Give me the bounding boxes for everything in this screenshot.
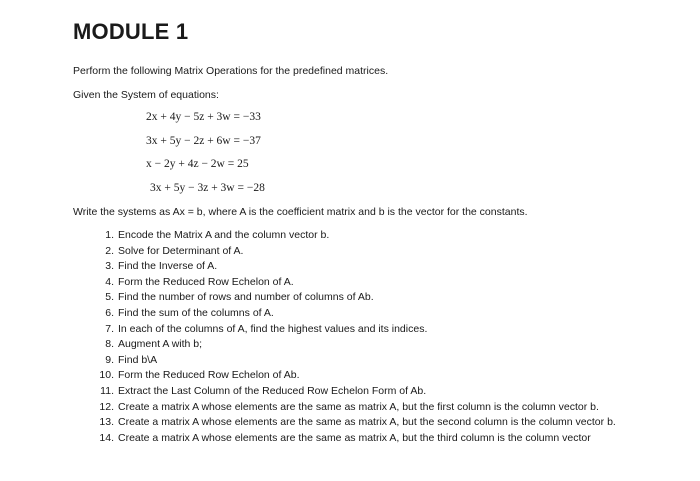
item-number: 1. [105,229,114,241]
item-text: In each of the columns of A, find the highest values and its indices. [118,322,428,335]
given-text: Given the System of equations: [73,89,219,101]
item-number: 9. [105,353,114,366]
list-item [96,306,616,322]
item-text: Form the Reduced Row Echelon of Ab. [118,369,300,382]
item-text: Solve for Determinant of A. [118,244,244,257]
list-item [96,353,616,369]
equation: x − 2y + 4z − 2w = 25 [146,158,249,171]
item-text: Create a matrix A whose elements are the same as matrix A, but the third column is the column vector [118,431,591,444]
item-number: 11. [100,384,114,397]
list-item [96,384,616,400]
list-item [96,337,616,353]
item-number: 6. [105,306,114,319]
list-item [96,400,616,416]
item-text: Form the Reduced Row Echelon of A. [118,275,294,288]
list-item [96,431,616,447]
list-item [96,415,616,431]
item-text: Extract the Last Column of the Reduced Row Echelon Form of Ab. [118,384,427,397]
equation: 3x + 5y − 3z + 3w = −28 [150,181,265,194]
item-text: Find b\A [118,353,158,366]
list-item [96,368,616,384]
item-text: Create a matrix A whose elements are the same as matrix A, but the second column is the column vector b. [118,416,616,429]
item-text: Encode the Matrix A and the column vector b. [118,229,330,241]
list-item [96,322,616,338]
list-item [96,275,616,291]
task-list [96,228,616,446]
list-item [96,290,616,306]
item-number: 5. [105,291,114,304]
list-item [96,244,616,260]
item-text: Find the number of rows and number of columns of Ab. [118,291,374,304]
list-item [96,259,616,275]
item-number: 7. [105,322,114,335]
item-number: 2. [105,244,114,257]
item-number: 10. [99,369,114,382]
item-number: 4. [105,275,114,288]
item-text: Find the Inverse of A. [118,260,218,273]
item-number: 14. [99,431,114,444]
item-number: 13. [99,416,114,429]
equation: 2x + 4y − 5z + 3w = −33 [146,111,261,123]
item-text: Find the sum of the columns of A. [118,306,274,319]
intro-text: Perform the following Matrix Operations for the predefined matrices. [73,65,389,77]
item-text: Augment A with b; [118,338,203,351]
write-instruction: Write the systems as Ax = b, where A is the coefficient matrix and b is the vector for the constants. [73,206,528,218]
equation: 3x + 5y − 2z + 6w = −37 [146,134,261,147]
page-title: MODULE 1 [73,19,189,44]
item-number: 8. [105,338,114,351]
item-number: 12. [99,400,114,413]
list-item [96,228,616,244]
equation-list [146,110,265,204]
item-number: 3. [105,260,114,273]
item-text: Create a matrix A whose elements are the same as matrix A, but the first column is the column vector b. [118,400,599,413]
